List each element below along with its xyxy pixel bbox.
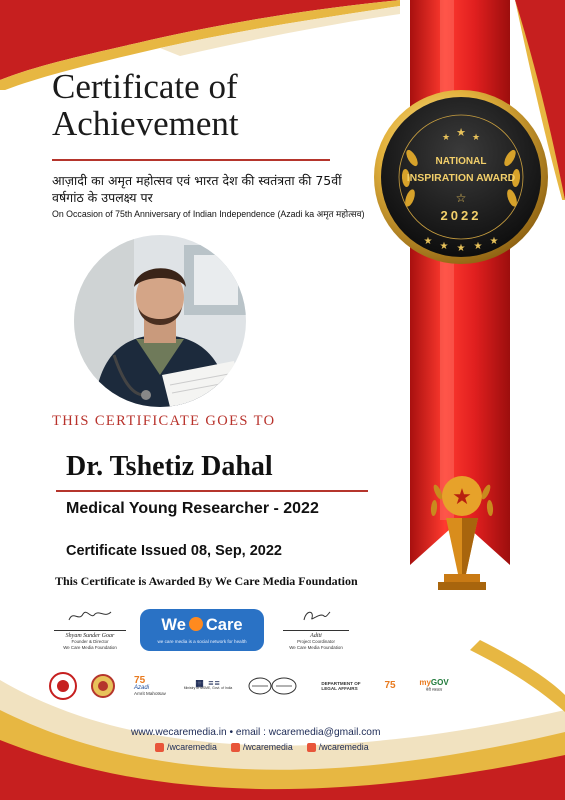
title-divider	[52, 159, 330, 161]
hindi-line2: वर्षगांठ के उपलक्ष्य पर	[52, 190, 153, 205]
svg-text:★: ★	[456, 126, 466, 139]
signature-left-name: Shyam Sunder Goar	[65, 633, 115, 639]
social-links	[155, 742, 435, 752]
signature-left-role1: Founder & Director	[71, 639, 109, 644]
azadi-line2: Amrit Mahotsav	[134, 691, 166, 696]
brand-care: Care	[205, 616, 243, 634]
wecare-logo	[140, 609, 264, 651]
signature-right	[278, 608, 354, 651]
msme-logo: ▦ ≡≡ Ministry of MSME, Govt. of India	[183, 677, 233, 690]
svg-text:★: ★	[441, 133, 451, 143]
facebook-icon	[155, 743, 164, 752]
award-medal	[372, 88, 550, 266]
svg-text:★: ★	[423, 236, 433, 247]
svg-text:★: ★	[489, 236, 499, 247]
azadi-logo: 75 Azadi Amrit Mahotsav	[134, 674, 166, 696]
mygov-gov: GOV	[430, 678, 449, 688]
legal-line2: LEGAL AFFAIRS	[321, 686, 358, 691]
g20-logo	[245, 668, 301, 704]
mygov-hindi: मेरी सरकार	[425, 687, 443, 693]
svg-text:★: ★	[473, 241, 483, 252]
svg-text:☆: ☆	[455, 191, 467, 205]
svg-text:★: ★	[471, 133, 481, 143]
svg-text:★: ★	[452, 485, 472, 510]
state-emblem-icon	[87, 668, 119, 704]
awarded-by: This Certificate is Awarded By We Care Media Foundation	[55, 574, 358, 588]
signature-left	[50, 608, 130, 651]
recipient-name: Dr. Tshetiz Dahal	[66, 451, 273, 482]
signature-left-role2: We Care Media Foundation	[63, 645, 117, 650]
brand-we: We	[161, 616, 186, 634]
instagram-icon	[307, 743, 316, 752]
svg-text:★: ★	[439, 241, 449, 252]
partner-logos	[45, 668, 455, 708]
title-line1: Certificate of	[52, 67, 238, 106]
mygov-my: my	[419, 678, 431, 688]
medal-line2: INSPIRATION AWARD	[406, 172, 516, 184]
english-occasion: On Occasion of 75th Anniversary of Indian Independence (Azadi ka अमृत महोत्सव)	[52, 209, 365, 219]
legal-affairs-logo	[313, 668, 369, 704]
facebook-link[interactable]	[155, 742, 217, 752]
medal-line1: NATIONAL	[435, 156, 487, 167]
signature-right-scribble	[296, 608, 336, 624]
certificate-title	[52, 68, 352, 142]
signature-right-name: Aditi	[310, 633, 322, 639]
legal-line1: DEPARTMENT OF	[321, 680, 361, 686]
mygov-logo	[417, 668, 451, 704]
signature-right-role1: Project Coordinator	[297, 639, 335, 644]
facebook-handle: /wcaremedia	[167, 742, 217, 752]
trophy-icon	[426, 462, 498, 592]
bottom-swoosh	[0, 640, 565, 800]
issue-date: Certificate Issued 08, Sep, 2022	[66, 543, 282, 559]
goes-to-label: THIS CERTIFICATE GOES TO	[52, 413, 276, 429]
msme-text: Ministry of MSME, Govt. of India	[183, 686, 233, 690]
azadi-logo-2: 75	[384, 680, 396, 691]
signature-left-scribble	[65, 608, 115, 624]
twitter-icon	[231, 743, 240, 752]
recipient-role: Medical Young Researcher - 2022	[66, 500, 319, 517]
twitter-handle: /wcaremedia	[242, 742, 293, 752]
medal-year: 2022	[440, 208, 482, 223]
footer-contact: www.wecaremedia.in • email : wcaremedia@gmail.com	[131, 727, 381, 738]
hindi-line1: आज़ादी का अमृत महोत्सव एवं भारत देश की स्वतंत्रता की 75वीं	[52, 173, 342, 188]
svg-text:★: ★	[456, 243, 466, 254]
name-divider	[56, 490, 368, 492]
twitter-link[interactable]	[231, 742, 293, 752]
title-line2: Achievement	[52, 104, 239, 143]
recipient-photo	[74, 235, 246, 407]
signature-right-role2: We Care Media Foundation	[289, 645, 343, 650]
brand-tagline: we care media is a social network for health	[157, 639, 247, 644]
azadi-line1: Azadi	[134, 684, 150, 691]
brand-dot-icon	[189, 617, 203, 631]
instagram-handle: /wcaremedia	[318, 742, 369, 752]
instagram-link[interactable]	[307, 742, 369, 752]
health-ministry-emblem-icon	[45, 668, 81, 704]
hindi-occasion	[52, 172, 352, 206]
